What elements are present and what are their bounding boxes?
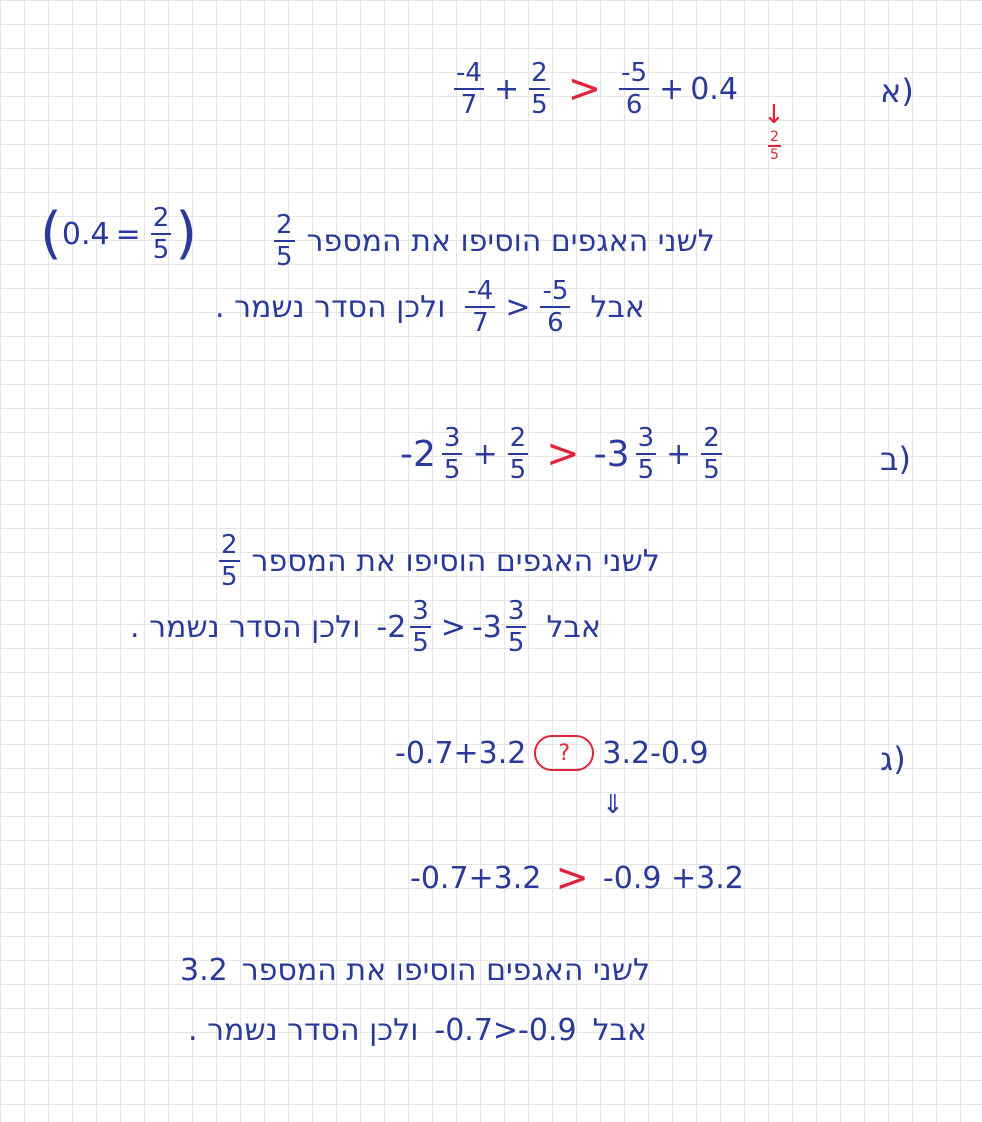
explain-text: לשני האגפים הוסיפו את המספר <box>306 223 715 259</box>
mixed-number <box>594 425 660 483</box>
section-b-label: ב) <box>880 440 911 478</box>
denominator: 5 <box>443 455 461 485</box>
section-c-explain-line2 <box>188 1013 647 1048</box>
denominator: 5 <box>507 628 525 658</box>
denominator: 5 <box>703 455 720 485</box>
denominator: 5 <box>276 242 293 272</box>
numerator: -4 <box>467 276 494 306</box>
fraction <box>529 60 550 118</box>
numerator: -5 <box>621 58 648 88</box>
conversion-arrow: ↓ <box>763 100 785 130</box>
question-right: 3.2-0.9 <box>602 735 709 771</box>
numerator: 3 <box>412 596 429 626</box>
fraction <box>410 598 431 656</box>
section-b-equation <box>400 425 726 483</box>
numerator: 2 <box>703 423 720 453</box>
question-mark: ? <box>558 740 571 766</box>
comparison-sign: > <box>555 855 589 901</box>
section-b-explain-line2 <box>130 598 601 656</box>
explain-number: 3.2 <box>180 953 228 988</box>
denominator: 5 <box>770 147 779 163</box>
denominator: 5 <box>531 90 548 120</box>
fraction <box>506 598 527 656</box>
plus-sign: + <box>659 71 685 107</box>
denominator: 5 <box>412 628 429 658</box>
down-arrow: ⇓ <box>602 790 624 820</box>
numerator: 2 <box>276 210 293 240</box>
section-c-answer <box>410 855 744 901</box>
mixed-number <box>472 598 530 656</box>
comparison-sign: > <box>505 289 531 325</box>
section-c-explain-line1 <box>180 953 650 988</box>
section-a-label: א) <box>880 72 914 110</box>
question-mark-circle <box>534 735 594 771</box>
whole-part: -3 <box>593 433 630 475</box>
numerator: 2 <box>531 58 548 88</box>
note-decimal: 0.4 <box>61 216 110 252</box>
fraction <box>508 425 529 483</box>
decimal-note: ( 0.4 = $\frac{2}{5}$ ) <box>40 201 198 266</box>
plus-sign: + <box>472 436 498 472</box>
plus-sign: + <box>493 71 520 107</box>
mixed-number <box>376 598 434 656</box>
section-c-label: ג) <box>880 740 906 778</box>
denominator: 6 <box>625 90 643 120</box>
numerator: 3 <box>507 596 525 626</box>
comparison-sign: > <box>546 431 580 477</box>
section-a-explain-line1 <box>270 212 715 270</box>
section-c-question <box>395 735 709 771</box>
explain-start: אבל <box>590 289 645 325</box>
explain-math <box>461 278 574 336</box>
explain-end: ולכן הסדר נשמר . <box>188 1013 419 1048</box>
equals-sign: = <box>115 216 141 252</box>
comparison-sign: > <box>567 66 602 112</box>
section-a-explain-line2 <box>215 278 645 336</box>
decimal-value: 0.4 <box>690 71 738 107</box>
whole-part: -2 <box>400 433 436 475</box>
fraction <box>768 130 781 162</box>
explain-start: אבל <box>546 609 601 645</box>
whole-part: -3 <box>471 609 502 645</box>
numerator: -4 <box>456 58 482 88</box>
answer-left: -0.7+3.2 <box>410 860 542 896</box>
denominator: 5 <box>221 562 238 592</box>
converted-fraction <box>764 130 785 162</box>
fraction <box>619 60 649 118</box>
explain-end: ולכן הסדר נשמר . <box>215 289 446 325</box>
fraction <box>274 212 295 270</box>
answer-right: -0.9 +3.2 <box>602 860 744 896</box>
denominator: 6 <box>547 308 564 338</box>
section-b-explain-line1 <box>215 532 660 590</box>
numerator: 2 <box>221 530 238 560</box>
explain-text: לשני האגפים הוסיפו את המספר <box>251 543 660 579</box>
denominator: 5 <box>637 455 655 485</box>
numerator: 3 <box>637 423 655 453</box>
fraction <box>701 425 722 483</box>
numerator: 2 <box>152 203 170 233</box>
explain-start: אבל <box>592 1013 648 1048</box>
numerator: 3 <box>443 423 461 453</box>
fraction <box>636 425 657 483</box>
numerator: 2 <box>509 423 527 453</box>
fraction <box>219 532 240 590</box>
whole-part: -2 <box>376 609 407 645</box>
explain-math: -0.7>-0.9 <box>434 1013 577 1048</box>
denominator: 5 <box>152 235 170 265</box>
denominator: 5 <box>509 455 527 485</box>
fraction <box>442 425 463 483</box>
explain-text: לשני האגפים הוסיפו את המספר <box>241 953 650 988</box>
mixed-number <box>400 425 466 483</box>
fraction <box>540 278 570 336</box>
question-left: -0.7+3.2 <box>395 735 527 771</box>
explain-math <box>376 598 530 656</box>
denominator: 7 <box>460 90 478 120</box>
explain-end: ולכן הסדר נשמר . <box>130 609 361 645</box>
numerator: -5 <box>542 276 569 306</box>
fraction <box>454 60 484 118</box>
fraction <box>151 205 172 263</box>
denominator: 7 <box>472 308 489 338</box>
section-a-equation <box>450 60 738 118</box>
plus-sign: + <box>666 436 692 472</box>
numerator: 2 <box>770 129 779 145</box>
fraction <box>465 278 495 336</box>
comparison-sign: > <box>440 609 466 645</box>
